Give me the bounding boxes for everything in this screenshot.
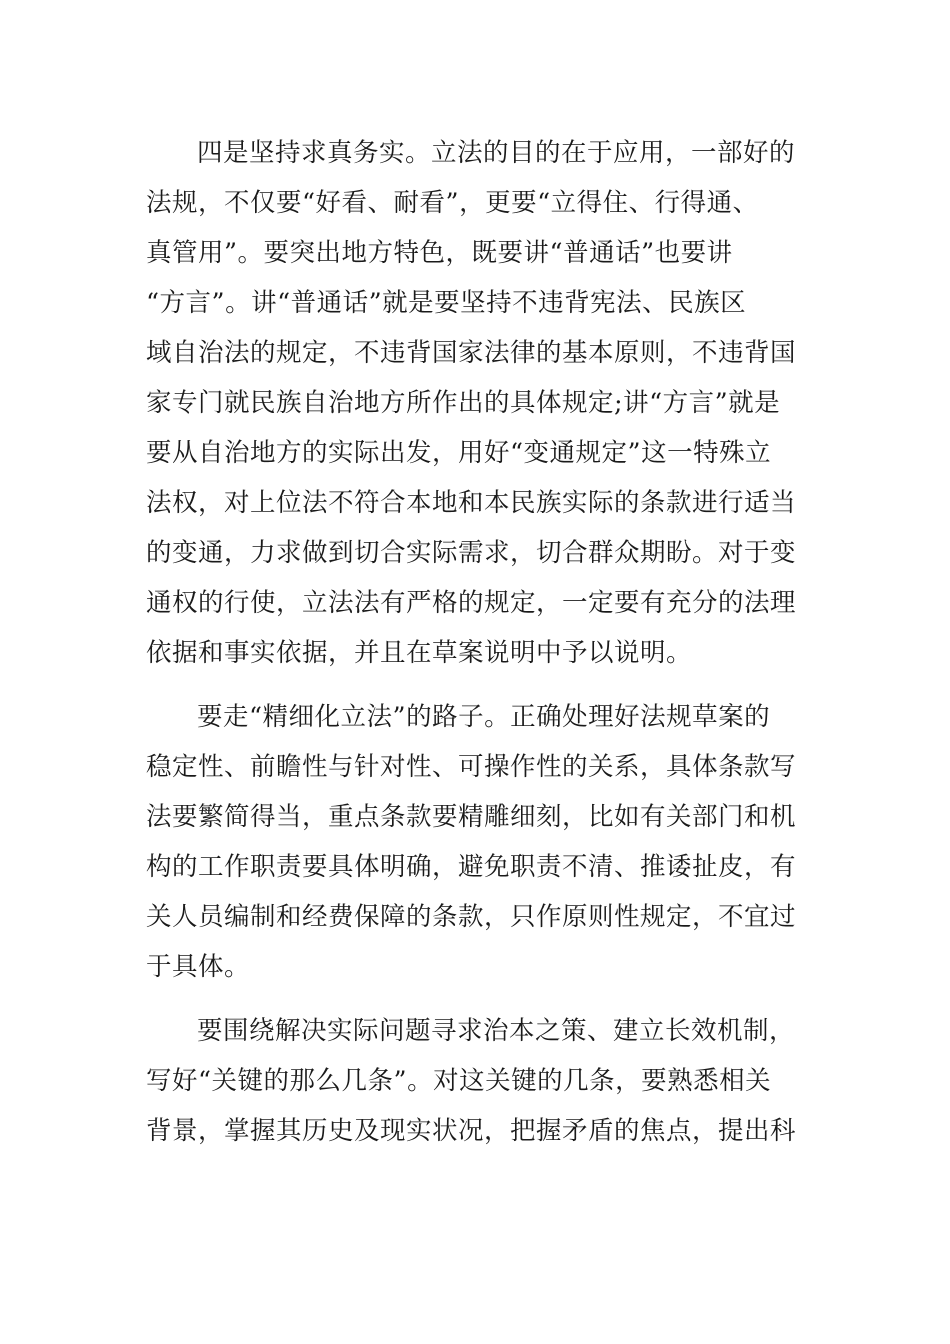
text-line: “方言”。讲“普通话”就是要坚持不违背宪法、民族区 bbox=[146, 288, 747, 318]
text-line: 真管用”。要突出地方特色，既要讲“普通话”也要讲 bbox=[146, 238, 733, 268]
text-line: 构的工作职责要具体明确，避免职责不清、推诿扯皮，有 bbox=[146, 852, 797, 882]
text-line: 写好“关键的那么几条”。对这关键的几条，要熟悉相关 bbox=[146, 1066, 772, 1096]
text-line: 背景，掌握其历史及现实状况，把握矛盾的焦点，提出科 bbox=[146, 1116, 797, 1146]
text-line: 法规，不仅要“好看、耐看”，更要“立得住、行得通、 bbox=[146, 188, 759, 218]
text-line: 域自治法的规定，不违背国家法律的基本原则，不违背国 bbox=[146, 338, 797, 368]
paragraph-3 bbox=[146, 1006, 796, 1156]
text-line: 通权的行使，立法法有严格的规定，一定要有充分的法理 bbox=[146, 588, 797, 618]
paragraph-1 bbox=[146, 128, 796, 678]
text-line: 四是坚持求真务实。立法的目的在于应用，一部好的 bbox=[197, 138, 796, 168]
document-body bbox=[146, 128, 796, 1156]
text-line: 关人员编制和经费保障的条款，只作原则性规定，不宜过 bbox=[146, 902, 797, 932]
text-line: 的变通，力求做到切合实际需求，切合群众期盼。对于变 bbox=[146, 538, 797, 568]
text-line: 要围绕解决实际问题寻求治本之策、建立长效机制， bbox=[197, 1016, 796, 1046]
text-line: 稳定性、前瞻性与针对性、可操作性的关系，具体条款写 bbox=[146, 752, 797, 782]
text-line: 法权，对上位法不符合本地和本民族实际的条款进行适当 bbox=[146, 488, 797, 518]
text-line: 家专门就民族自治地方所作出的具体规定;讲“方言”就是 bbox=[146, 388, 781, 418]
text-line: 法要繁简得当，重点条款要精雕细刻，比如有关部门和机 bbox=[146, 802, 797, 832]
paragraph-2 bbox=[146, 692, 796, 992]
text-line: 要走“精细化立法”的路子。正确处理好法规草案的 bbox=[197, 702, 771, 732]
text-line: 要从自治地方的实际出发，用好“变通规定”这一特殊立 bbox=[146, 438, 772, 468]
text-line: 依据和事实依据，并且在草案说明中予以说明。 bbox=[146, 638, 693, 668]
text-line: 于具体。 bbox=[146, 952, 251, 982]
